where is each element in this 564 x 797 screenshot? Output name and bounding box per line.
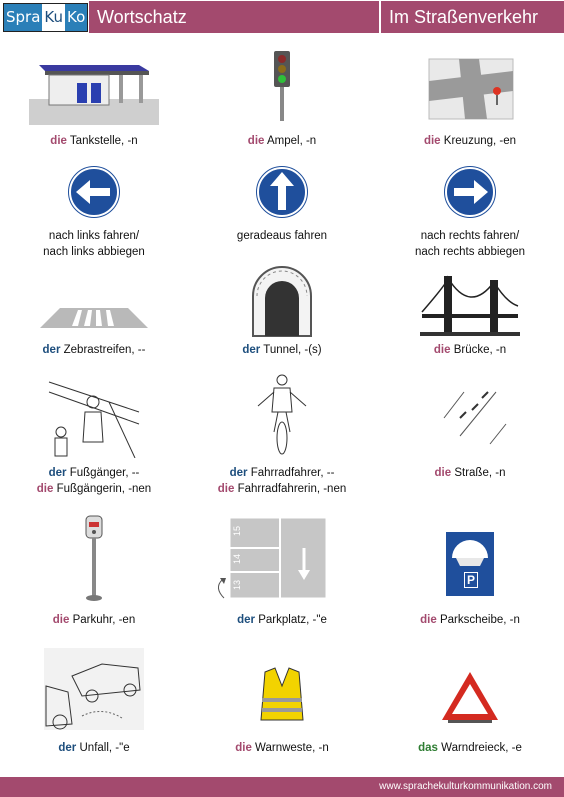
vocab-caption: die Brücke, -n: [433, 344, 507, 356]
parking-meter-icon: [0, 514, 188, 606]
car-accident-icon: [0, 646, 188, 732]
parking-lot-icon: [188, 514, 376, 606]
vocab-caption: nach links fahren/ nach links abbiegen: [43, 230, 145, 258]
safety-vest-icon: [188, 664, 376, 728]
tunnel-icon: [188, 262, 376, 342]
vocab-caption: der Parkplatz, -"e: [237, 614, 327, 626]
arrow-right-sign-icon: [376, 160, 564, 224]
vocab-caption: der Tunnel, -(s): [242, 344, 322, 356]
vocab-caption: nach rechts fahren/ nach rechts abbiegen: [415, 230, 525, 258]
logo-part-3: Ko: [65, 4, 87, 31]
parking-disc-letter: P: [464, 572, 478, 588]
logo-part-2: Ku: [42, 4, 65, 31]
arrow-up-sign-icon: [188, 160, 376, 224]
vocab-caption: der Fußgänger, -- die Fußgängerin, -nen: [36, 467, 152, 495]
vocab-caption: der Unfall, -"e: [58, 742, 130, 754]
footer-url: www.sprachekulturkommunikation.com: [379, 781, 552, 792]
parking-spot-number: 13: [232, 579, 243, 591]
gas-station-icon: [0, 45, 188, 125]
topic-bar: [381, 1, 564, 33]
bridge-icon: [376, 262, 564, 342]
intersection-icon: [376, 45, 564, 125]
traffic-light-icon: [188, 45, 376, 125]
parking-spot-number: 14: [232, 553, 243, 565]
sprakuko-logo: [3, 3, 88, 32]
vocab-caption: die Warnweste, -n: [235, 742, 329, 754]
parking-disc-icon: [376, 514, 564, 606]
cyclist-icon: [188, 372, 376, 452]
title-bar: [89, 1, 379, 33]
parking-spot-number: 15: [232, 525, 243, 537]
vocab-caption: die Parkuhr, -en: [52, 614, 136, 626]
page-title: Wortschatz: [97, 7, 187, 27]
vocab-caption: die Tankstelle, -n: [50, 135, 138, 147]
vocab-caption: geradeaus fahren: [236, 230, 328, 242]
vocab-caption: der Fahrradfahrer, -- die Fahrradfahrerin, -nen: [217, 467, 347, 495]
page-header: [0, 0, 564, 33]
vocab-caption: die Parkscheibe, -n: [420, 614, 520, 626]
street-icon: [376, 378, 564, 458]
topic-title: Im Straßenverkehr: [389, 7, 539, 27]
zebra-crossing-icon: [0, 262, 188, 342]
arrow-left-sign-icon: [0, 160, 188, 224]
vocab-caption: das Warndreieck, -e: [418, 742, 522, 754]
page-footer: [0, 777, 564, 797]
vocab-caption: der Zebrastreifen, --: [42, 344, 146, 356]
warning-triangle-icon: [376, 668, 564, 728]
vocab-caption: die Ampel, -n: [247, 135, 317, 147]
logo-part-1: Spra: [4, 4, 42, 31]
vocab-caption: die Straße, -n: [434, 467, 506, 479]
vocab-caption: die Kreuzung, -en: [423, 135, 517, 147]
pedestrian-icon: [0, 372, 188, 452]
